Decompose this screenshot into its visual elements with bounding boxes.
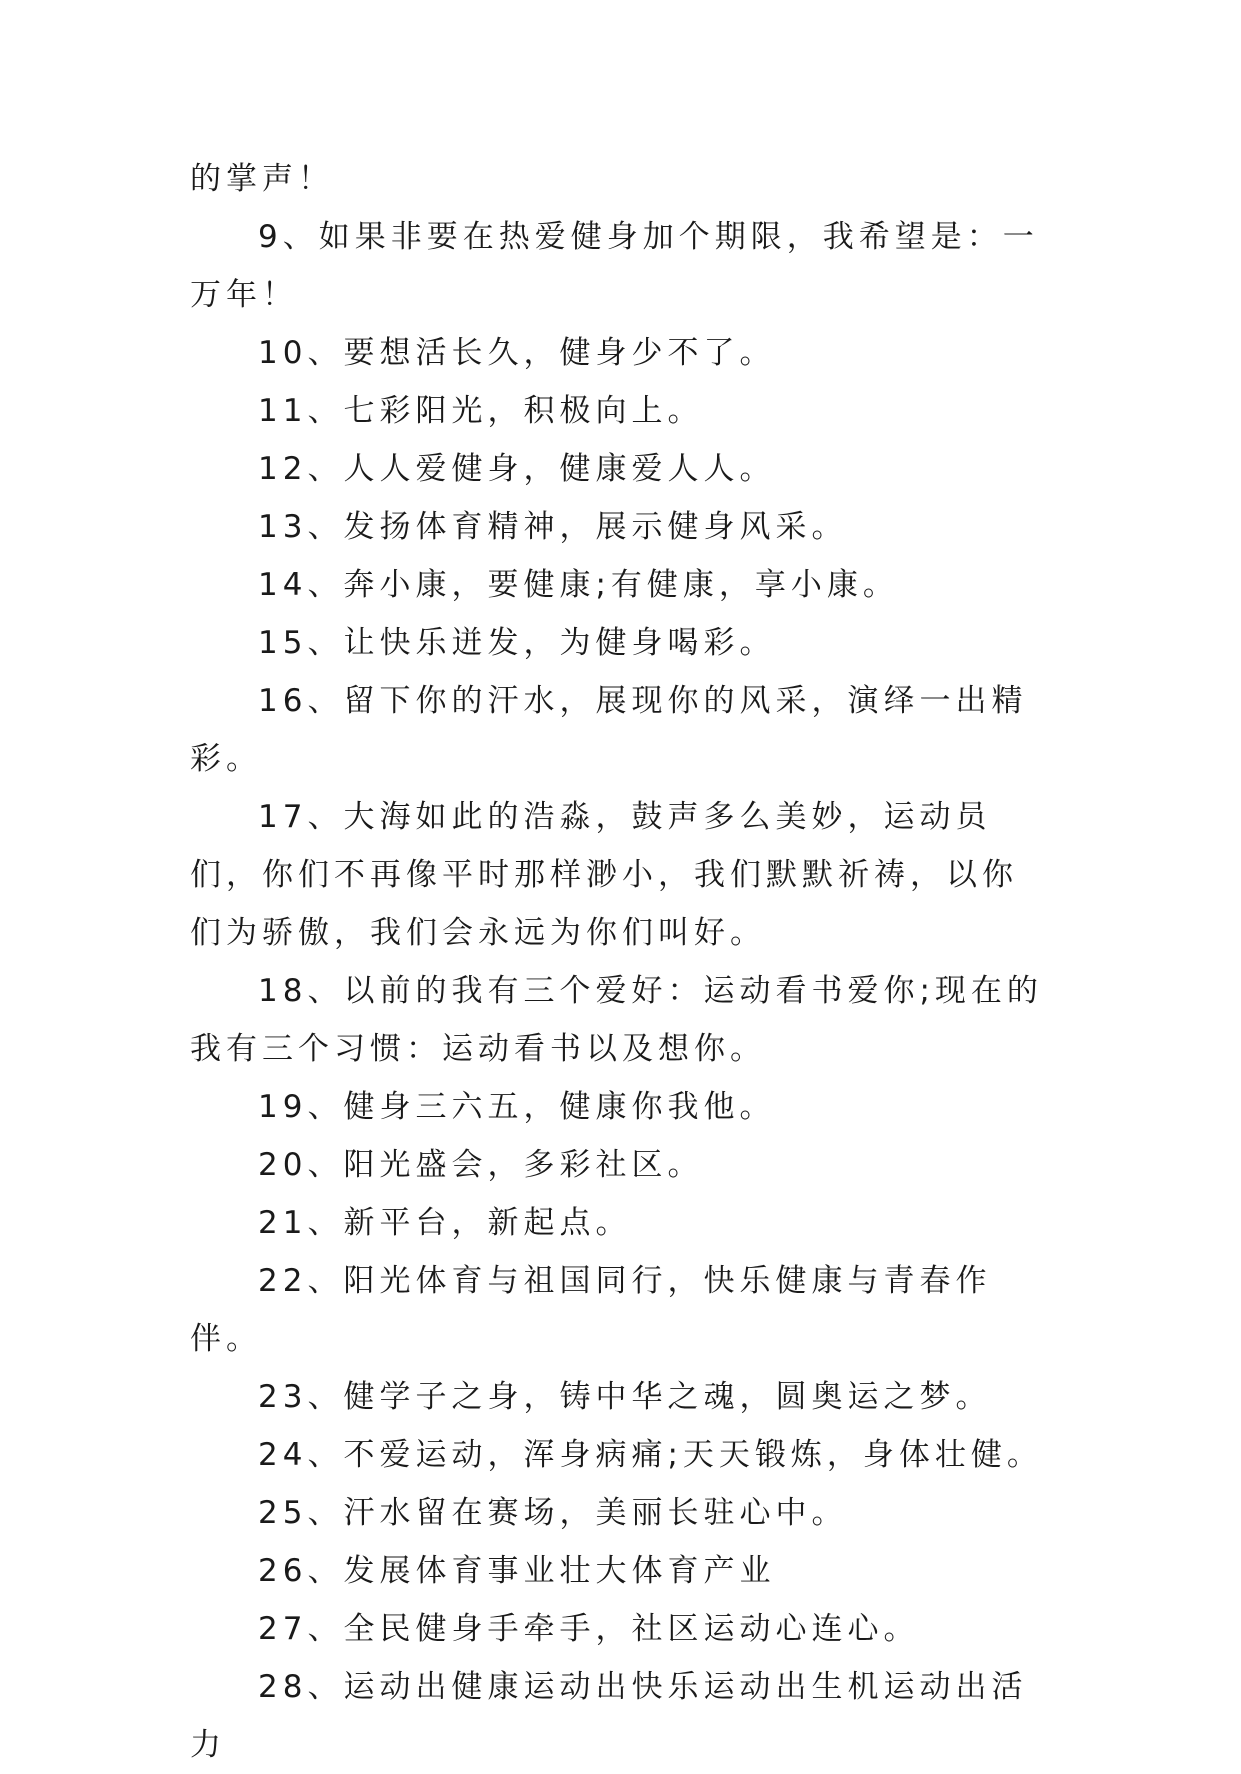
slogan-item-18: 18、以前的我有三个爱好：运动看书爱你;现在的我有三个习惯：运动看书以及想你。	[190, 973, 1043, 1067]
paragraph-continuation: 的掌声！	[190, 161, 334, 197]
slogan-item-10: 10、要想活长久，健身少不了。	[258, 335, 776, 371]
slogan-item-21: 21、新平台，新起点。	[258, 1205, 632, 1241]
slogan-item-26: 26、发展体育事业壮大体育产业	[258, 1553, 776, 1589]
slogan-item-25: 25、汗水留在赛场，美丽长驻心中。	[258, 1495, 848, 1531]
slogan-item-17: 17、大海如此的浩淼，鼓声多么美妙，运动员们，你们不再像平时那样渺小，我们默默祈祷，以你们为骄傲，我们会永远为你们叫好。	[190, 799, 1018, 951]
slogan-item-23: 23、健学子之身，铸中华之魂，圆奥运之梦。	[258, 1379, 992, 1415]
slogan-item-22: 22、阳光体育与祖国同行，快乐健康与青春作伴。	[190, 1263, 992, 1357]
slogan-item-16: 16、留下你的汗水，展现你的风采，演绎一出精彩。	[190, 683, 1028, 777]
slogan-item-14: 14、奔小康，要健康;有健康，享小康。	[258, 567, 899, 603]
slogan-item-11: 11、七彩阳光，积极向上。	[258, 393, 704, 429]
slogan-item-12: 12、人人爱健身，健康爱人人。	[258, 451, 776, 487]
slogan-item-13: 13、发扬体育精神，展示健身风采。	[258, 509, 848, 545]
slogan-item-9: 9、如果非要在热爱健身加个期限，我希望是：一万年！	[190, 219, 1039, 313]
slogan-item-19: 19、健身三六五，健康你我他。	[258, 1089, 776, 1125]
slogan-item-28: 28、运动出健康运动出快乐运动出生机运动出活力	[190, 1669, 1028, 1763]
slogan-item-24: 24、不爱运动，浑身病痛;天天锻炼，身体壮健。	[258, 1437, 1043, 1473]
slogan-item-20: 20、阳光盛会，多彩社区。	[258, 1147, 704, 1183]
document-body	[190, 150, 1050, 1774]
slogan-item-27: 27、全民健身手牵手，社区运动心连心。	[258, 1611, 920, 1647]
slogan-item-15: 15、让快乐迸发，为健身喝彩。	[258, 625, 776, 661]
